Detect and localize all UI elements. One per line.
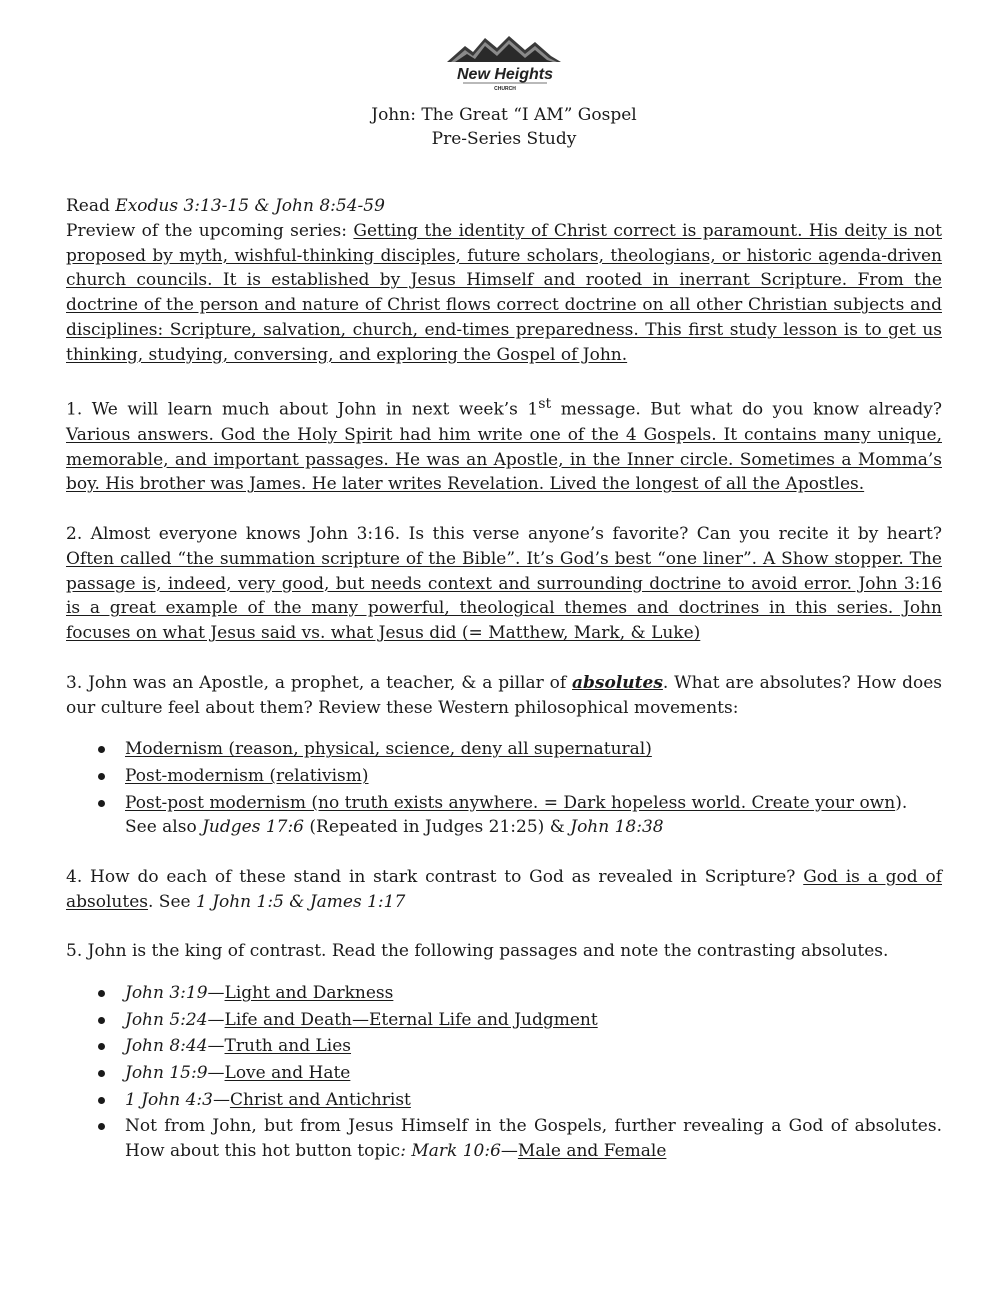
read-line: Read Exodus 3:13-15 & John 8:54-59 [66, 196, 385, 216]
preview-paragraph: Preview of the upcoming series: Getting the identity of Christ correct is paramount. His deity is not proposed by myth, wishful-thinking disciples, future scholars, theologians, or historic agenda-driven church councils. It is established by Jesus Himself and rooted in inerrant Scripture. From the doctrine of the person and nature of Christ flows correct doctrine on all other Christian subjects and disciplines: Scripture, salvation, church, end-times preparedness. This first study lesson is to get us thinking, studying, conversing, and exploring the Gospel of John. [66, 220, 942, 365]
absolutes-emphasis: absolutes [572, 672, 663, 693]
document-body [66, 194, 942, 1189]
question-4-answer: God is a god of absolutes [66, 866, 942, 912]
question-3: 3. John was an Apostle, a prophet, a teacher, & a pillar of absolutes. What are absolutes? How does our culture feel about them? Review these Western philosophical movements: [66, 672, 942, 718]
contrast-list [66, 981, 942, 1164]
list-item: Post-post modernism (no truth exists anywhere. = Dark hopeless world. Create your own). See also Judges 17:6 (Repeated in Judges 21:25) & John 18:38 [66, 791, 942, 841]
page-title: John: The Great “I AM” Gospel [371, 105, 637, 125]
question-1: 1. We will learn much about John in next week’s 1st message. But what do you know already? Various answers. God the Holy Spirit had him write one of the 4 Gospels. It contains many unique, memorable, and important passages. He was an Apostle, in the Inner circle. Sometimes a Momma’s boy. His brother was James. He later writes Revelation. Lived the longest of all the Apostles. [66, 396, 942, 495]
question-4: 4. How do each of these stand in stark contrast to God as revealed in Scripture? God is a god of absolutes. See 1 John 1:5 & James 1:17 [66, 866, 942, 912]
list-item: John 3:19—Light and Darkness [66, 981, 942, 1006]
list-item: 1 John 4:3—Christ and Antichrist [66, 1088, 942, 1113]
list-item: John 5:24—Life and Death—Eternal Life and Judgment [66, 1008, 942, 1033]
church-logo [385, 32, 625, 94]
list-item: Post-modernism (relativism) [66, 764, 942, 789]
list-item: Not from John, but from Jesus Himself in the Gospels, further revealing a God of absolutes. How about this hot button topic: Mark 10:6—Male and Female [66, 1114, 942, 1164]
list-item: John 15:9—Love and Hate [66, 1061, 942, 1086]
svg-text:New Heights: New Heights [456, 66, 554, 83]
list-item: Modernism (reason, physical, science, deny all supernatural) [66, 737, 942, 762]
question-5: 5. John is the king of contrast. Read the following passages and note the contrasting absolutes. [66, 941, 889, 962]
svg-text:CHURCH: CHURCH [494, 86, 516, 92]
question-2-answer: Often called “the summation scripture of the Bible”. It’s God’s best “one liner”. A Show stopper. The passage is, indeed, very good, but needs context and surrounding doctrine to avoid error. John 3:16 is a great example of the many powerful, theological themes and doctrines in this series. John focuses on what Jesus said vs. what Jesus did (= Matthew, Mark, & Luke) [66, 548, 942, 644]
page-subtitle: Pre-Series Study [431, 129, 577, 149]
page-header [66, 103, 942, 151]
question-1-answer: Various answers. God the Holy Spirit had him write one of the 4 Gospels. It contains many unique, memorable, and important passages. He was an Apostle, in the Inner circle. Sometimes a Momma’s boy. His brother was James. He later writes Revelation. Lived the longest of all the Apostles. [66, 424, 942, 495]
preview-answer: Getting the identity of Christ correct is paramount. His deity is not proposed by myth, wishful-thinking disciples, future scholars, theologians, or historic agenda-driven church councils. It is established by Jesus Himself and rooted in inerrant Scripture. From the doctrine of the person and nature of Christ flows correct doctrine on all other Christian subjects and disciplines: Scripture, salvation, church, end-times preparedness. This first study lesson is to get us thinking, studying, conversing, and exploring the Gospel of John. [66, 220, 942, 365]
read-refs: Exodus 3:13-15 & John 8:54-59 [115, 196, 385, 216]
list-item: John 8:44—Truth and Lies [66, 1034, 942, 1059]
philosophy-list [66, 737, 942, 840]
question-2: 2. Almost everyone knows John 3:16. Is this verse anyone’s favorite? Can you recite it by heart? Often called “the summation scripture of the Bible”. It’s God’s best “one liner”. A Show stopper. The passage is, indeed, very good, but needs context and surrounding doctrine to avoid error. John 3:16 is a great example of the many powerful, theological themes and doctrines in this series. John focuses on what Jesus said vs. what Jesus did (= Matthew, Mark, & Luke) [66, 524, 942, 644]
mountain-logo-icon [385, 32, 625, 94]
